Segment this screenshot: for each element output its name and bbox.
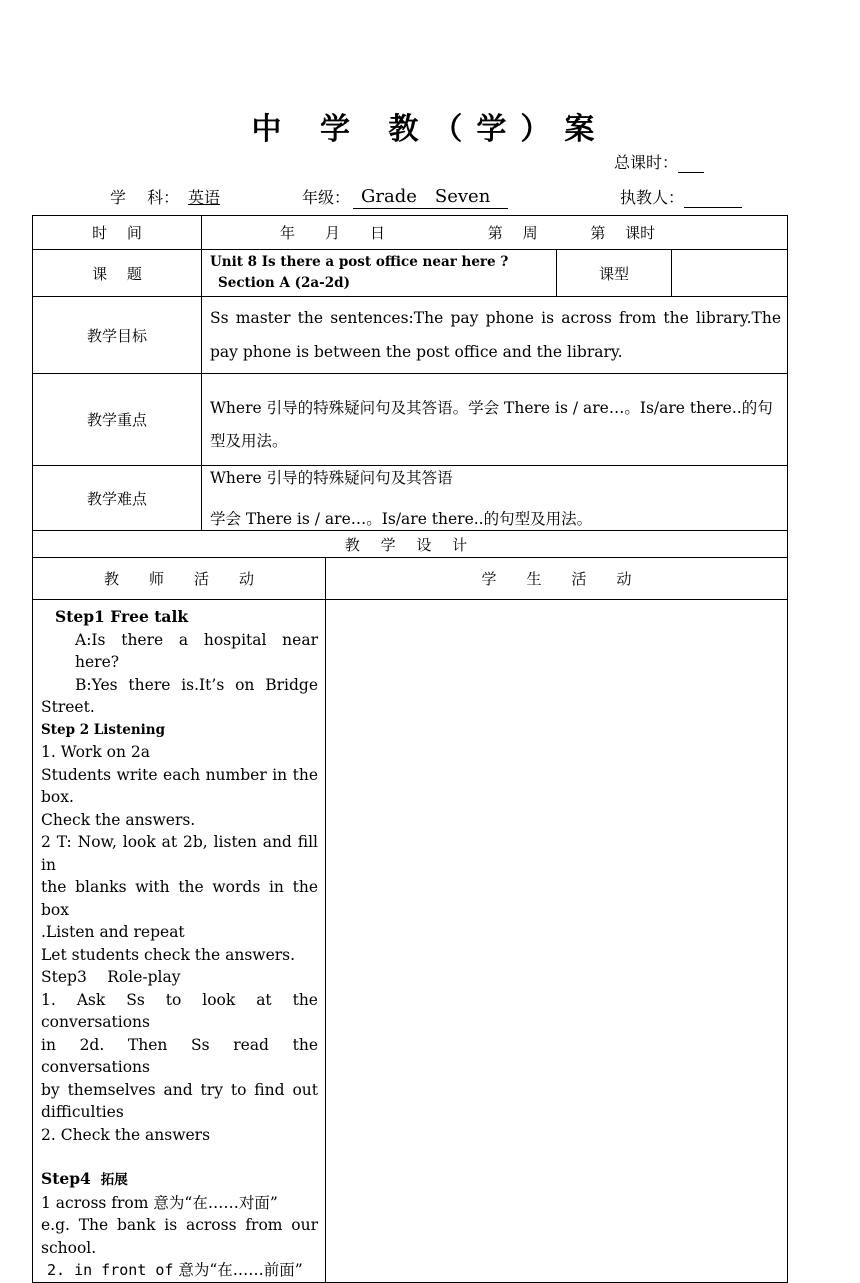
- grade-value: Grade Seven: [353, 182, 508, 209]
- type-value: [672, 250, 788, 297]
- type-label: 课型: [557, 250, 672, 297]
- step4-item-3: [41, 1259, 318, 1282]
- page-title: 中 学 教（学）案: [251, 112, 609, 147]
- step2-item-1: 1. Work on 2a: [41, 743, 150, 761]
- time-label: 时 间: [33, 216, 202, 250]
- step2-item-2: Students write each number in the box.: [41, 765, 318, 806]
- teacher-activity-header: 教 师 活 动: [33, 558, 326, 600]
- activity-header-row: [33, 558, 788, 600]
- step3-item-4: difficulties: [41, 1103, 124, 1121]
- topic-label: 课 题: [33, 250, 202, 297]
- step1-a-line: A:Is there a hospital near here?: [75, 630, 318, 671]
- step1-b-line: B:Yes there is.It’s on Bridge: [75, 675, 318, 694]
- step3-item-2: in 2d. Then Ss read the conversations: [41, 1035, 318, 1076]
- step4-item-3-meaning: 意为“在……前面”: [173, 1261, 303, 1279]
- week-text: 第 周: [487, 224, 538, 242]
- difficult-line-1: Where 引导的特殊疑问句及其答语: [210, 469, 453, 487]
- difficult-line-2: 学会 There is / are…。Is/are there..的句型及用法。: [210, 510, 593, 528]
- teacher-label: [620, 185, 742, 208]
- step2-item-4: 2 T: Now, look at 2b, listen and fill in: [41, 833, 318, 874]
- step4-item-3-term: 2. in front of: [47, 1261, 174, 1279]
- topic-line-1: Unit 8 Is there a post office near here ?: [210, 254, 509, 270]
- goal-label: 教学目标: [33, 297, 202, 374]
- step2-item-5: the blanks with the words in the box: [41, 878, 318, 919]
- difficult-text: [202, 466, 788, 531]
- date-text: 年 月 日: [280, 224, 386, 242]
- step4-item-1: 1 across from 意为“在……对面”: [41, 1193, 278, 1212]
- step4-cn-label: 拓展: [100, 1172, 128, 1188]
- step2-heading: Step 2 Listening: [41, 721, 166, 738]
- step1-heading: Step1 Free talk: [55, 607, 189, 626]
- activity-row: [33, 600, 788, 1283]
- step2-item-6: .Listen and repeat: [41, 923, 185, 941]
- spacer: [41, 1146, 318, 1168]
- key-label: 教学重点: [33, 374, 202, 466]
- step4-item-2: e.g. The bank is across from our school.: [41, 1216, 318, 1257]
- subject-value: 英语: [188, 188, 221, 207]
- subject-label: 学 科：: [110, 188, 180, 207]
- key-text: Where 引导的特殊疑问句及其答语。学会 There is / are…。Is/are there..的句型及用法。: [202, 374, 788, 466]
- teacher-label-text: 执教人：: [620, 188, 685, 207]
- step3-item-5: 2. Check the answers: [41, 1125, 211, 1144]
- step4-label: Step4: [41, 1169, 91, 1188]
- design-label: 教 学 设 计: [33, 531, 788, 558]
- goal-text: Ss master the sentences:The pay phone is across from the library.The pay phone is between the post office and the library.: [202, 297, 788, 374]
- step3-item-3: by themselves and try to find out: [41, 1080, 318, 1099]
- grade-label: 年级：: [302, 188, 351, 207]
- total-periods-blank: [678, 157, 704, 173]
- time-value: [202, 216, 788, 250]
- difficult-label: 教学难点: [33, 466, 202, 531]
- student-activity-cell: [326, 600, 788, 1283]
- step3-item-1: 1. Ask Ss to look at the conversations: [41, 990, 318, 1031]
- key-row: [33, 374, 788, 466]
- difficult-row: [33, 466, 788, 531]
- total-periods: [614, 150, 704, 173]
- topic-row: [33, 250, 788, 297]
- step4-heading: [41, 1168, 318, 1192]
- goal-row: [33, 297, 788, 374]
- step2-item-7: Let students check the answers.: [41, 945, 296, 964]
- step3-heading: Step3 Role-play: [41, 968, 181, 986]
- design-row: [33, 531, 788, 558]
- student-activity-header: 学 生 活 动: [326, 558, 788, 600]
- step1-b-line-2: Street.: [41, 698, 95, 716]
- period-text: 第 课时: [590, 224, 656, 242]
- topic-line-2: Section A (2a-2d): [218, 275, 350, 291]
- topic-value: [202, 250, 557, 297]
- lesson-plan-table: [32, 215, 788, 1283]
- total-periods-label: 总课时：: [614, 153, 679, 172]
- time-row: [33, 216, 788, 250]
- teacher-blank: [684, 192, 742, 208]
- step2-item-3: Check the answers.: [41, 810, 196, 829]
- teacher-activity-cell: [33, 600, 326, 1283]
